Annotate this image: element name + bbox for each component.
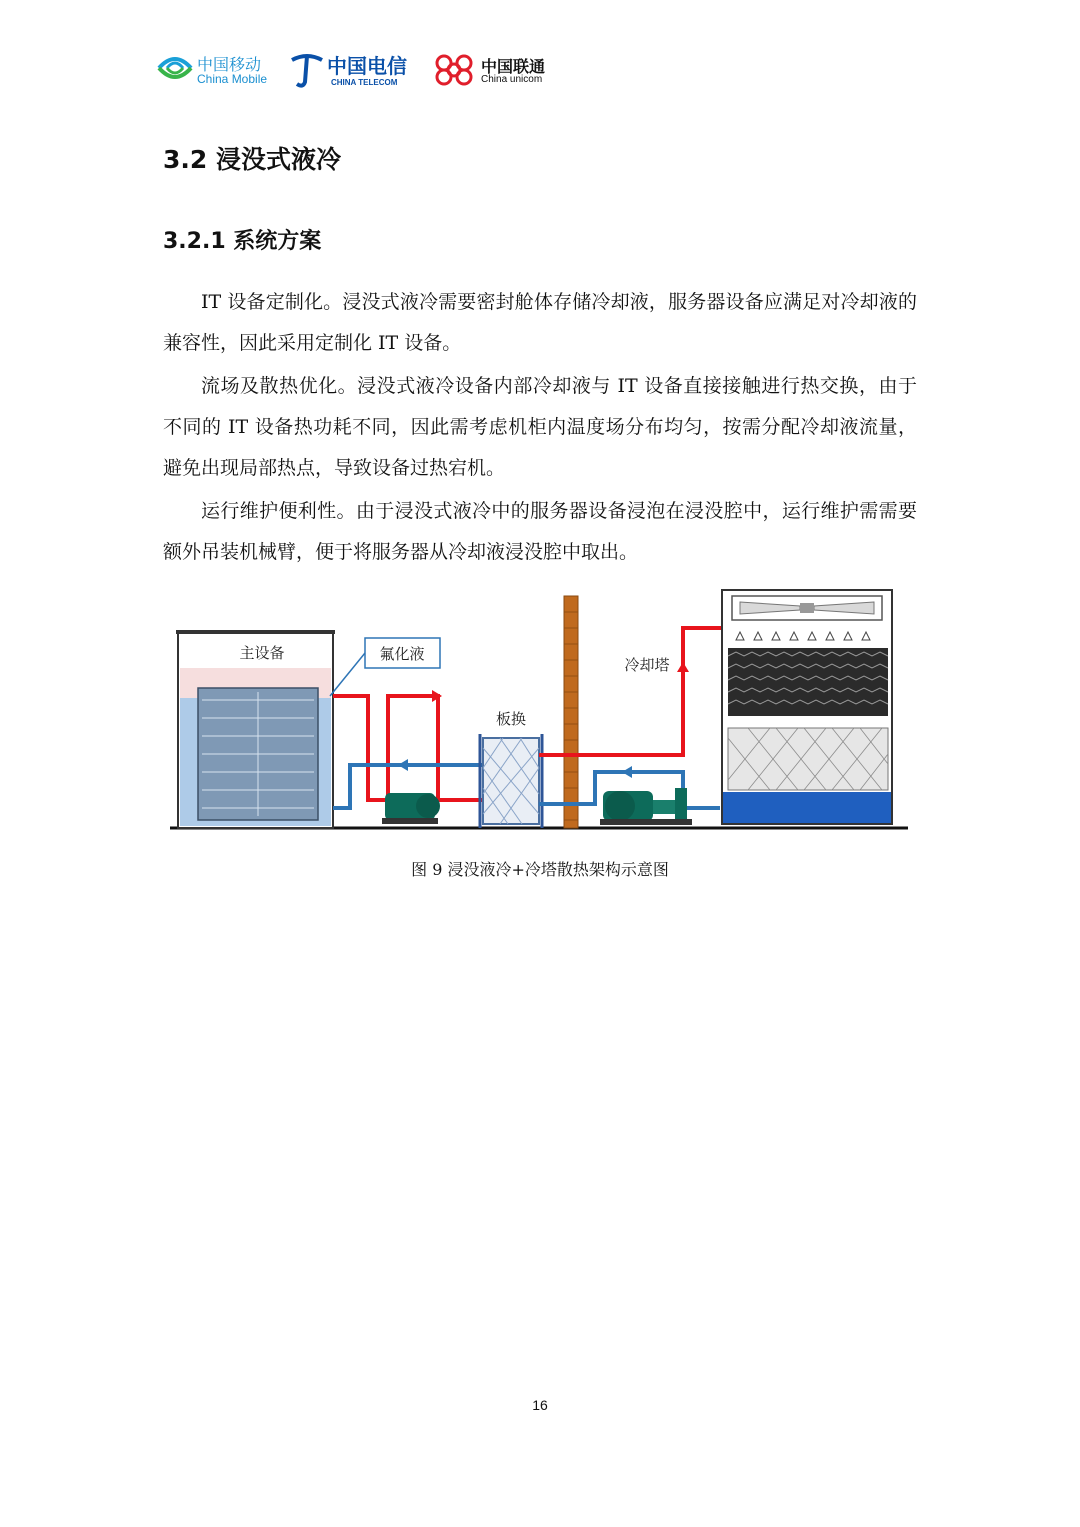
arrow-cold-primary (398, 759, 408, 771)
mobile-name-en: China Mobile (197, 72, 268, 86)
paragraph-it-customization: IT 设备定制化。浸没式液冷需要密封舱体存储冷却液，服务器设备应满足对冷却液的兼容性，因此采用定制化 IT 设备。 (163, 291, 917, 354)
unicom-name-cn: 中国联通 (481, 57, 546, 76)
tower-fill-mesh (728, 728, 888, 790)
telecom-name-cn: 中国电信 (327, 54, 407, 78)
plate-heat-exchanger (480, 710, 542, 828)
fluoride-callout (330, 638, 440, 696)
section-heading: 3.2 浸没式液冷 (163, 145, 341, 174)
subsection-heading: 3.2.1 系统方案 (163, 229, 322, 254)
china-mobile-icon (155, 48, 195, 88)
unicom-name-en: China unicom (481, 74, 543, 85)
paragraph-flow-optimization: 流场及散热优化。浸没式液冷设备内部冷却液与 IT 设备直接接触进行热交换，由于不同的 IT 设备热功耗不同，因此需考虑机柜内温度场分布均匀，按需分配冷却液流量，避免出现局部热点，导致设备过热宕机。 (163, 375, 917, 479)
immersion-tank (176, 632, 335, 828)
china-telecom-icon (289, 50, 325, 90)
figure-caption: 图 9 浸没液冷+冷塔散热架构示意图 (411, 860, 669, 879)
label-plate-exchanger: 板换 (495, 710, 527, 728)
tower-basin (723, 792, 891, 823)
header-logos (155, 44, 575, 94)
brick-wall (564, 596, 578, 828)
china-telecom-logo (289, 44, 419, 94)
mobile-name-cn: 中国移动 (197, 55, 262, 74)
label-fluoride: 氟化液 (379, 645, 425, 663)
china-unicom-knot-icon (431, 50, 477, 90)
primary-pump (382, 793, 440, 824)
label-main-equipment: 主设备 (239, 644, 285, 662)
immersion-cooling-diagram (170, 588, 910, 833)
arrow-cold-secondary (622, 766, 632, 778)
page-number: 16 (532, 1397, 548, 1413)
china-unicom-logo (431, 44, 561, 94)
hot-loop-primary (333, 696, 482, 800)
arrow-hot-secondary (677, 662, 689, 672)
china-mobile-logo (155, 44, 275, 94)
label-cooling-tower: 冷却塔 (624, 656, 670, 674)
telecom-name-en: CHINA TELECOM (331, 78, 398, 87)
paragraph-maintenance: 运行维护便利性。由于浸没式液冷中的服务器设备浸泡在浸没腔中，运行维护需需要额外吊装机械臂，便于将服务器从冷却液浸没腔中取出。 (163, 500, 917, 563)
secondary-pump (600, 788, 692, 825)
cooling-tower (624, 590, 892, 824)
tower-fill-wave (728, 648, 888, 716)
